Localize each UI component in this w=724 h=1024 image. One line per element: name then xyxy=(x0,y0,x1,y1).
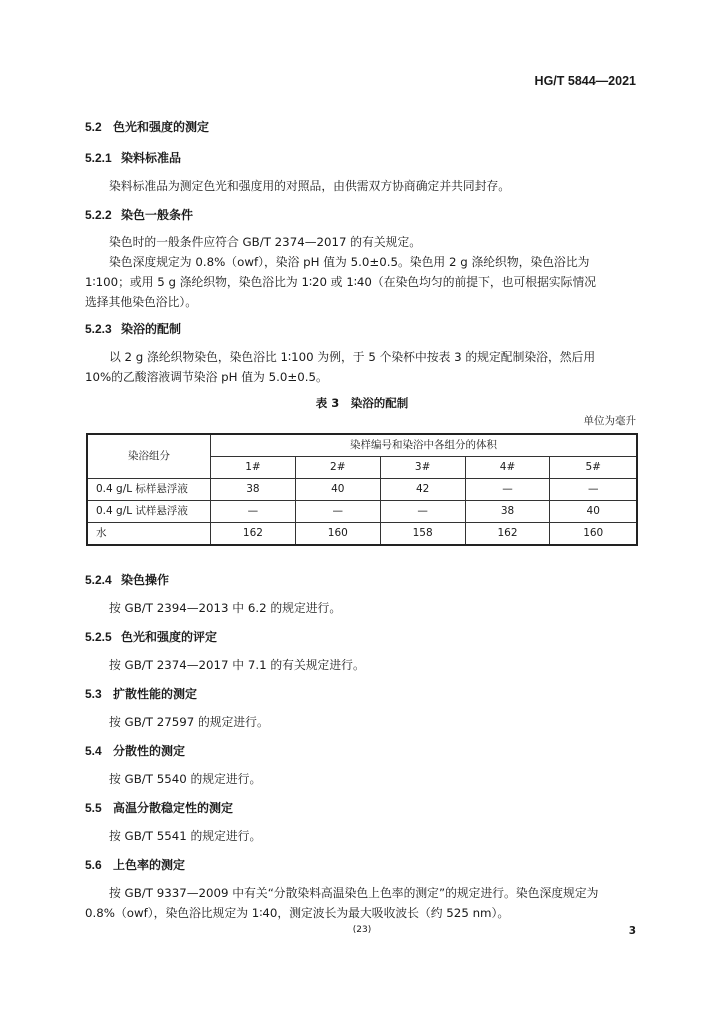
table-cell: 38 xyxy=(465,501,550,523)
table-cell: 160 xyxy=(550,523,637,546)
table-header-group: 染浴组分 xyxy=(87,434,211,479)
heading-5-2-3: 5.2.3 染浴的配制 xyxy=(85,322,182,336)
paragraph-5-4: 按 GB/T 5540 的规定进行。 xyxy=(109,772,262,786)
table-cell: 160 xyxy=(295,523,380,546)
heading-5-2: 5.2 色光和强度的测定 xyxy=(85,120,210,134)
paragraph-5-2-5: 按 GB/T 2374—2017 中 7.1 的有关规定进行。 xyxy=(109,658,365,672)
table-header-span: 染样编号和染浴中各组分的体积 xyxy=(211,434,638,457)
page-footer-center: (23) xyxy=(352,925,372,935)
table-cell: 158 xyxy=(380,523,465,546)
table-3 xyxy=(86,433,638,546)
heading-5-2-5: 5.2.5 色光和强度的评定 xyxy=(85,630,218,644)
row-label: 0.4 g/L 标样悬浮液 xyxy=(87,479,211,501)
column-header: 1# xyxy=(211,457,296,479)
heading-5-2-2: 5.2.2 染色一般条件 xyxy=(85,208,194,222)
table-header-row xyxy=(87,434,637,457)
paragraph-5-2-2-a: 染色时的一般条件应符合 GB/T 2374—2017 的有关规定。 xyxy=(109,235,422,249)
column-header: 4# xyxy=(465,457,550,479)
table-cell: — xyxy=(550,479,637,501)
column-header: 2# xyxy=(295,457,380,479)
table-row xyxy=(87,501,637,523)
paragraph-5-6-line1: 按 GB/T 9337—2009 中有关“分散染料高温染色上色率的测定”的规定进行。染色深度规定为 xyxy=(109,886,599,900)
heading-5-4: 5.4 分散性的测定 xyxy=(85,744,186,758)
paragraph-5-2-3-line1: 以 2 g 涤纶织物染色，染色浴比 1∶100 为例，于 5 个染杯中按表 3 的规定配制染浴，然后用 xyxy=(109,350,596,364)
table-row xyxy=(87,479,637,501)
paragraph-5-6-line2: 0.8%（owf），染色浴比规定为 1∶40，测定波长为最大吸收波长（约 525 nm）。 xyxy=(85,906,510,920)
paragraph-5-2-2-b-line1: 染色深度规定为 0.8%（owf），染浴 pH 值为 5.0±0.5。染色用 2 g 涤纶织物，染色浴比为 xyxy=(109,255,590,269)
row-label: 0.4 g/L 试样悬浮液 xyxy=(87,501,211,523)
table-cell: — xyxy=(465,479,550,501)
heading-5-2-4: 5.2.4 染色操作 xyxy=(85,573,170,587)
heading-5-2-1: 5.2.1 染料标准品 xyxy=(85,151,182,165)
paragraph-5-2-2-b-line2: 1∶100；或用 5 g 涤纶织物，染色浴比为 1∶20 或 1∶40（在染色均匀的前提下，也可根据实际情况 xyxy=(85,275,597,289)
table-cell: — xyxy=(380,501,465,523)
paragraph-5-3: 按 GB/T 27597 的规定进行。 xyxy=(109,715,269,729)
paragraph-5-5: 按 GB/T 5541 的规定进行。 xyxy=(109,829,262,843)
table-title: 表 3 染浴的配制 xyxy=(315,396,409,410)
paragraph-5-2-2-b-line3: 选择其他染色浴比）。 xyxy=(85,295,198,309)
heading-5-3: 5.3 扩散性能的测定 xyxy=(85,687,198,701)
table-cell: — xyxy=(295,501,380,523)
page-number: 3 xyxy=(628,925,636,937)
paragraph-5-2-3-line2: 10%的乙酸溶液调节染浴 pH 值为 5.0±0.5。 xyxy=(85,370,328,384)
column-header: 3# xyxy=(380,457,465,479)
table-cell: 42 xyxy=(380,479,465,501)
column-header: 5# xyxy=(550,457,637,479)
table-cell: 40 xyxy=(295,479,380,501)
table-cell: 40 xyxy=(550,501,637,523)
table-cell: 162 xyxy=(211,523,296,546)
table-cell: — xyxy=(211,501,296,523)
table-unit: 单位为毫升 xyxy=(583,415,636,427)
row-label: 水 xyxy=(87,523,211,546)
heading-5-5: 5.5 高温分散稳定性的测定 xyxy=(85,801,234,815)
standard-code: HG/T 5844—2021 xyxy=(534,74,636,88)
heading-5-6: 5.6 上色率的测定 xyxy=(85,858,186,872)
table-row xyxy=(87,523,637,546)
paragraph-5-2-1: 染料标准品为测定色光和强度用的对照品，由供需双方协商确定并共同封存。 xyxy=(109,179,511,193)
table-cell: 162 xyxy=(465,523,550,546)
table-cell: 38 xyxy=(211,479,296,501)
paragraph-5-2-4: 按 GB/T 2394—2013 中 6.2 的规定进行。 xyxy=(109,601,342,615)
